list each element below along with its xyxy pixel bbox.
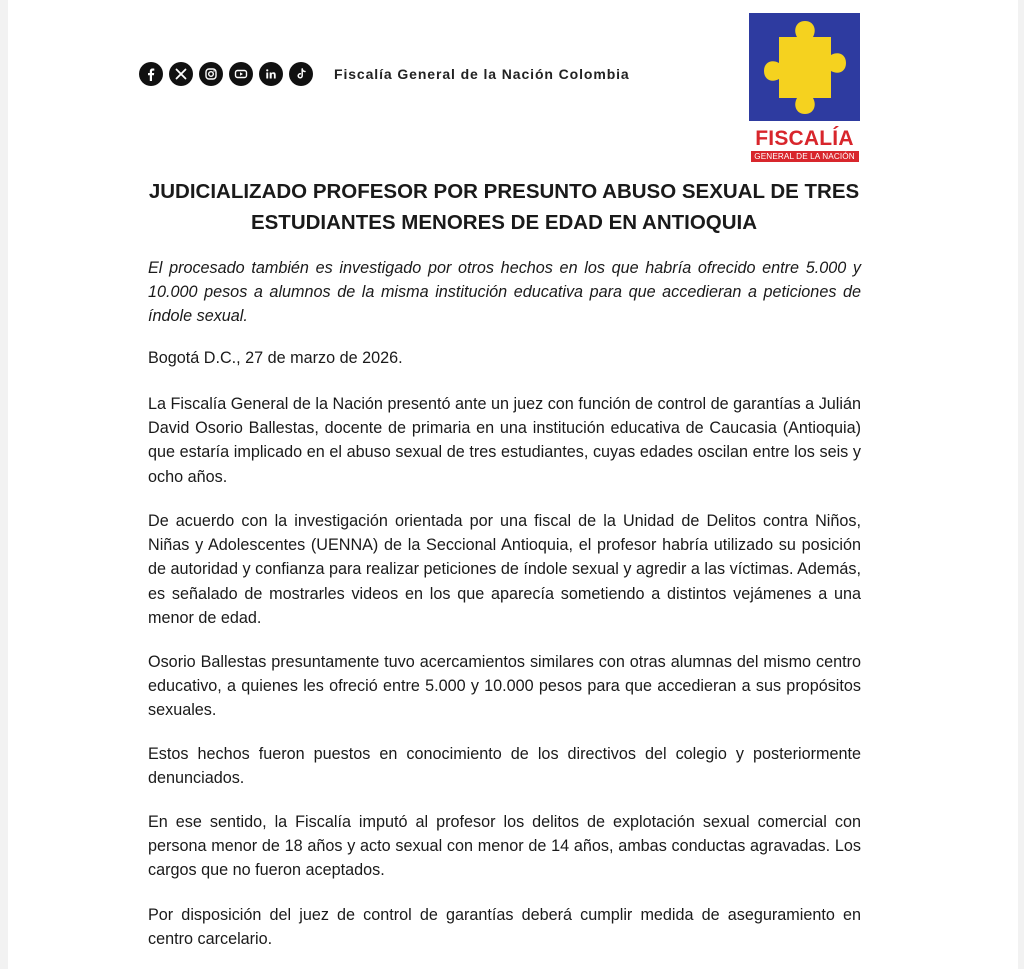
social-links — [139, 62, 630, 86]
tiktok-icon[interactable] — [289, 62, 313, 86]
headline — [148, 176, 860, 238]
logo-brand: FISCALÍA — [755, 127, 854, 150]
fiscalia-logo — [749, 13, 860, 162]
youtube-icon[interactable] — [229, 62, 253, 86]
body-paragraph: La Fiscalía General de la Nación presentó ante un juez con función de control de garantías a Julián David Osorio Ballestas, docente de primaria en una institución educativa de Caucasia (Antioquia) que estaría implicado en el abuso sexual de tres estudiantes, cuyas edades oscilan entre los seis y ocho años. — [148, 395, 861, 486]
body-paragraph: Osorio Ballestas presuntamente tuvo acercamientos similares con otras alumnas del mismo centro educativo, a quienes les ofreció entre 5.000 y 10.000 pesos para que accedieran a sus propósitos sexuales. — [148, 653, 861, 720]
instagram-icon[interactable] — [199, 62, 223, 86]
headline-line-2: ESTUDIANTES MENORES DE EDAD EN ANTIOQUIA — [250, 211, 758, 234]
puzzle-icon — [749, 13, 860, 121]
headline-line-1: JUDICIALIZADO PROFESOR POR PRESUNTO ABUSO SEXUAL DE TRES — [148, 180, 860, 203]
organization-name: Fiscalía General de la Nación Colombia — [334, 66, 630, 82]
linkedin-icon[interactable] — [259, 62, 283, 86]
facebook-icon[interactable] — [139, 62, 163, 86]
dateline: Bogotá D.C., 27 de marzo de 2026. — [148, 349, 403, 367]
body-paragraph: En ese sentido, la Fiscalía imputó al profesor los delitos de explotación sexual comercial con persona menor de 18 años y acto sexual con menor de 14 años, ambas conductas agravadas. Los cargos que no fueron aceptados. — [148, 813, 861, 880]
logo-subtitle: GENERAL DE LA NACIÓN — [751, 151, 859, 162]
lead-paragraph: El procesado también es investigado por otros hechos en los que habría ofrecido entre 5.000 y 10.000 pesos a alumnos de la misma institución educativa para que accedieran a peticiones de índole sexual. — [148, 259, 861, 326]
body-paragraph: Por disposición del juez de control de garantías deberá cumplir medida de aseguramiento en centro carcelario. — [148, 906, 861, 949]
x-icon[interactable] — [169, 62, 193, 86]
body-paragraph: Estos hechos fueron puestos en conocimiento de los directivos del colegio y posteriormente denunciados. — [148, 745, 861, 788]
body-paragraph: De acuerdo con la investigación orientada por una fiscal de la Unidad de Delitos contra Niños, Niñas y Adolescentes (UENNA) de la Seccional Antioquia, el profesor habría utilizado su posición de autoridad y confianza para realizar peticiones de índole sexual y agredir a las víctimas. Además, es señalado de mostrarles videos en los que aparecía sometiendo a distintos vejámenes a una menor de edad. — [148, 512, 861, 627]
